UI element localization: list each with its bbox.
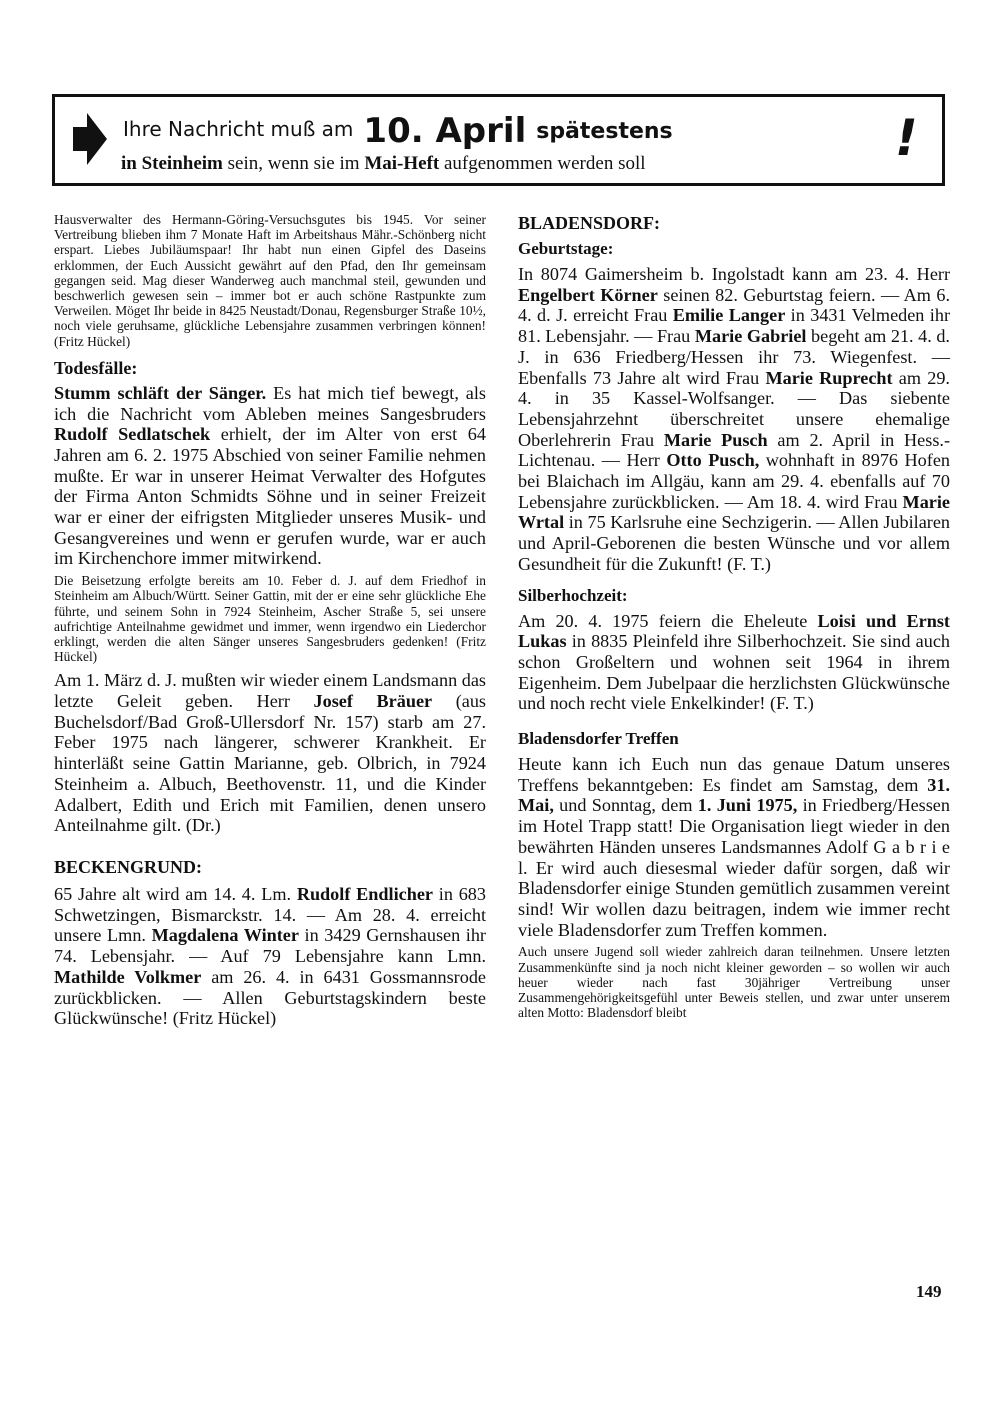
beck-name-1: Rudolf Endlicher <box>296 884 433 904</box>
tr-date-1: 31. Mai, <box>518 774 950 816</box>
notice-text-d: aufgenommen werden soll <box>439 153 646 174</box>
left-column <box>54 212 486 1029</box>
page-number: 149 <box>916 1282 942 1301</box>
arrow-right-icon <box>69 109 109 169</box>
right-column <box>518 212 950 1020</box>
maerz-paragraph <box>54 670 486 836</box>
notice-line-1 <box>123 111 673 151</box>
gb-name-3: Marie Gabriel <box>694 326 807 347</box>
tr-text-2: und Sonntag, dem <box>553 795 698 816</box>
gb-text-1: In 8074 Gaimersheim b. Ingolstadt kann am 23. 4. Herr <box>518 264 950 284</box>
deadline-notice-box <box>52 94 945 186</box>
maerz-text-2: (aus Buchelsdorf/Bad Groß-Ullersdorf Nr. 157) starb am 27. Feber 1975 nach längerer, schwerer Krankheit. Er hinterläßt seine Gattin Marianne, geb. Olbrich, in 7924 Steinheim a. Albuch, Beethovenstr. 11, und die Kinder Adalbert, Edith und Erich mit Familien, denen unsero Anteilnahme gilt. (Dr.) <box>54 691 486 836</box>
tr-text-1: Heute kann ich Euch nun das genaue Datum unseres Treffens bekanntgeben: Es findet am Samstag, dem <box>518 754 950 795</box>
notice-deadline-date: 10. April <box>363 111 527 151</box>
gb-name-4: Marie Ruprecht <box>765 367 893 388</box>
silberhochzeit-paragraph <box>518 611 950 715</box>
notice-text-b: spätestens <box>536 119 673 144</box>
treffen-heading: Bladensdorfer Treffen <box>518 729 679 749</box>
geburtstage-heading: Geburtstage: <box>518 239 614 258</box>
notice-text-c: sein, wenn sie im <box>222 153 365 174</box>
tr-text-3: in Friedberg/Hessen im Hotel Trapp statt! Die Organisation liegt wieder in den bewährten Händen unseres Landsmannes Adolf G a b r i e l. Er wird auch diesesmal wieder dafür sorgen, daß wir Bladensdorfer einige Stunden gemütlich zusammen vereint sind! Wir wollen dazu beitragen, indem wie immer recht viele Bladensdorfer zum Treffen kommen. <box>518 795 950 940</box>
gb-text-6: am 2. April in Hess.-Lichtenau. — Herr <box>518 429 950 471</box>
gb-name-5: Marie Pusch <box>663 429 768 450</box>
sh-text-1: Am 20. 4. 1975 feiern die Eheleute <box>518 610 818 631</box>
geburtstage-paragraph <box>518 264 950 575</box>
exclamation-mark: ! <box>895 109 918 167</box>
gb-name-7: Marie Wrtal <box>518 491 950 533</box>
sh-text-2: in 8835 Pleinfeld ihre Silberhochzeit. Sie sind auch schon Großeltern und wohnen seit 1964 in ihrem Eigenheim. Dem Jubelpaar die herzlichsten Glückwünsche und noch recht viele Enkelkinder! (F. T.) <box>518 631 950 714</box>
beck-name-3: Mathilde Volkmer <box>54 966 202 987</box>
stumm-title: Stumm schläft der Sänger. <box>54 382 267 403</box>
stumm-name: Rudolf Sedlatschek <box>54 424 211 445</box>
gb-text-7: wohnhaft in 8976 Hofen bei Blaichach im Allgäu, kann am 29. 4. ebenfalls auf 70 Lebensjahre zurückblicken. — Am 18. 4. wird Frau <box>518 450 950 512</box>
beck-text-3: in 3429 Gernshausen ihr 74. Lebensjahr. — Auf 79 Lebensjahre kann Lmn. <box>54 925 486 967</box>
notice-place: in Steinheim <box>121 153 223 174</box>
beckengrund-heading: BECKENGRUND: <box>54 857 203 877</box>
notice-line-2 <box>121 153 646 175</box>
beisetzung-paragraph: Die Beisetzung erfolgte bereits am 10. Feber d. J. auf dem Friedhof in Steinheim am Albuch/Württ. Seiner Gattin, mit der er eine sehr glückliche Ehe führte, und seinem Sohn in 7924 Steinheim, Ascher Straße 5, sei unsere aufrichtige Anteilnahme gewidmet und immer, wenn irgendwo ein Liederchor erklingt, werden die alten Sänger unseres Sangesbruders gedenken! (Fritz Hückel) <box>54 573 486 665</box>
gb-text-4: begeht am 21. 4. d. J. in 636 Friedberg/Hessen ihr 73. Wiegenfest. — Ebenfalls 73 Jahre alt wird Frau <box>518 326 950 388</box>
gb-text-3: in 3431 Velmeden ihr 81. Lebensjahr. — Frau <box>518 305 950 347</box>
stumm-text-1: Es hat mich tief bewegt, als ich die Nachricht vom Ableben meines Sangesbruders <box>54 382 487 424</box>
gb-text-2: seinen 82. Geburtstag feiern. — Am 6. 4. d. J. erreicht Frau <box>518 284 950 326</box>
stumm-text-2: erhielt, der im Alter von erst 64 Jahren am 6. 2. 1975 Abschied von seiner Familie nehmen mußte. Er war in unserer Heimat Verwalter des Hofgutes der Firma Anton Schmidts Söhne und in seiner Freizeit war er einer der eifrigsten Mitglieder unseres Musik- und Gesangvereines und wenn er gerufen wurde, war er auch im Kirchenchore immer mitwirkend. <box>54 424 486 569</box>
todesfaelle-heading: Todesfälle: <box>54 357 138 378</box>
beck-name-2: Magdalena Winter <box>151 925 299 946</box>
jubilee-paragraph: Hausverwalter des Hermann-Göring-Versuchsgutes bis 1945. Vor seiner Vertreibung blieben ihm 7 Monate Haft im Arbeitshaus Mähr.-Schönberg nicht erspart. Liebes Jubiläumspaar! Ihr habt nun einen Gipfel des Daseins erklommen, der Euch Aussicht gewährt auf den Pfad, den Ihr gemeinsam gegangen seid. Mag dieser Wanderweg auch manchmal steil, gewunden und beschwerlich gewesen sein – immer bot er auch schöne Rastpunkte zum Verweilen. Möget Ihr beide in 8425 Neustadt/Donau, Regensburger Straße 10½, noch viele geruhsame, glückliche Lebensjahre zusammen verbringen können! (Fritz Hückel) <box>54 212 486 349</box>
notice-issue: Mai-Heft <box>364 153 440 174</box>
gb-name-1: Engelbert Körner <box>518 284 658 305</box>
jugend-paragraph: Auch unsere Jugend soll wieder zahlreich daran teilnehmen. Unsere letzten Zusammenkünfte sind ja noch nicht kleiner geworden – so wollen wir auch heuer wieder nach fast 30jähriger Vertreibung unser Zusammengehörigkeitsgefühl unter Beweis stellen, und zwar unter unserem alten Motto: Bladensdorf bleibt <box>518 944 950 1021</box>
gb-text-5: am 29. 4. in 35 Kassel-Wolfsanger. — Das siebente Lebensjahrzehnt überschreitet unsere ehemalige Oberlehrerin Frau <box>518 367 950 450</box>
beck-text-2: in 683 Schwetzingen, Bismarckstr. 14. — Am 28. 4. erreicht unsere Lmn. <box>54 884 486 946</box>
beckengrund-paragraph <box>54 884 486 1029</box>
maerz-name: Josef Bräuer <box>313 691 433 712</box>
beck-text-4: am 26. 4. in 6431 Gossmannsrode zurückblicken. — Allen Geburtstagskindern beste Glückwünsche! (Fritz Hückel) <box>54 966 486 1029</box>
gb-text-8: in 75 Karlsruhe eine Sechzigerin. — Allen Jubilaren und April-Geborenen die besten Wünsche und vor allem Gesundheit für die Zukunft! (F. T.) <box>518 512 950 574</box>
stumm-paragraph <box>54 383 486 569</box>
beck-text-1: 65 Jahre alt wird am 14. 4. Lm. <box>54 884 297 904</box>
notice-text-a: Ihre Nachricht muß am <box>123 117 354 141</box>
tr-date-2: 1. Juni 1975, <box>697 795 798 816</box>
maerz-text-1: Am 1. März d. J. mußten wir wieder einem Landsmann das letzte Geleit geben. Herr <box>54 670 486 712</box>
sh-names: Loisi und Ernst Lukas <box>518 610 950 652</box>
gb-name-2: Emilie Langer <box>672 305 786 326</box>
treffen-paragraph <box>518 754 950 940</box>
bladensdorf-heading: BLADENSDORF: <box>518 213 661 233</box>
gb-name-6: Otto Pusch, <box>666 450 760 471</box>
silberhochzeit-heading: Silberhochzeit: <box>518 585 628 605</box>
